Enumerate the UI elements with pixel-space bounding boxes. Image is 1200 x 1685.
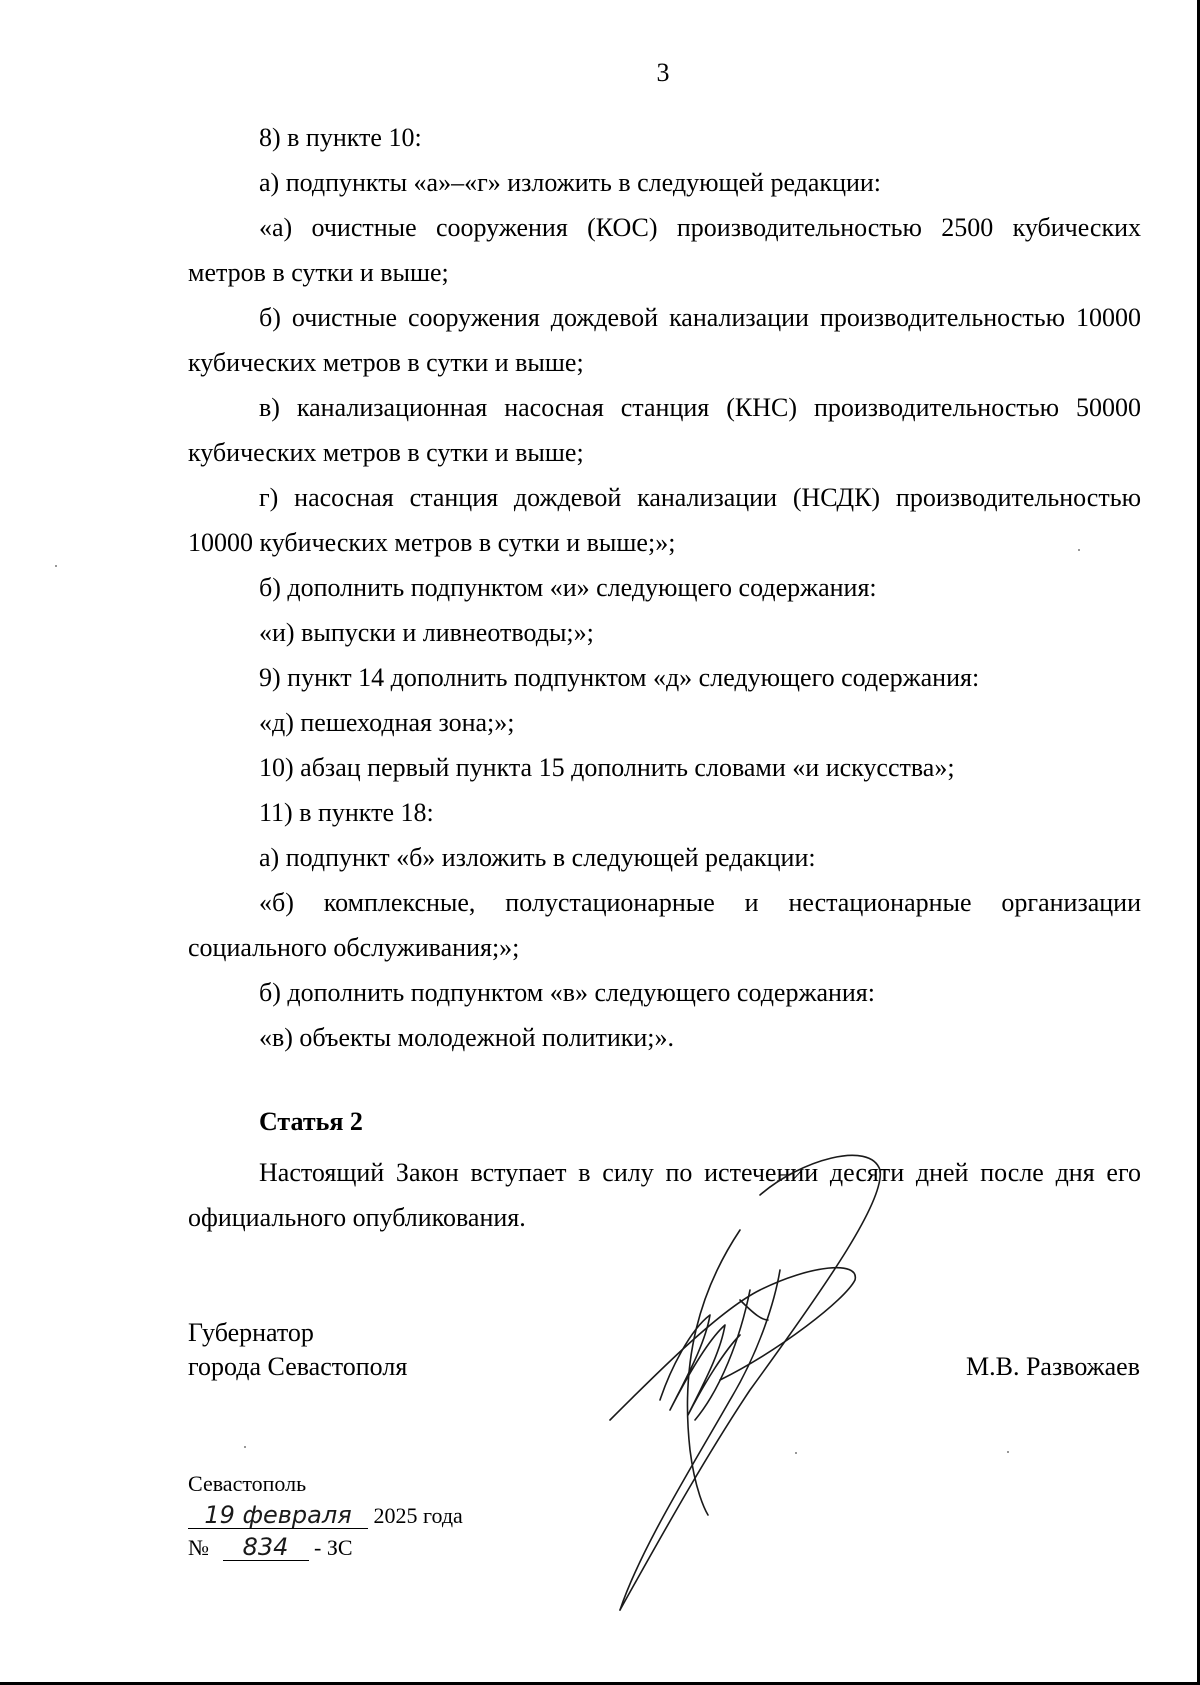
footer-city: Севастополь bbox=[188, 1471, 307, 1496]
amendment-paragraph: 8) в пункте 10: bbox=[259, 123, 422, 152]
amendment-paragraph: б) дополнить подпунктом «в» следующего содержания: bbox=[259, 978, 875, 1007]
amendment-paragraph: б) дополнить подпунктом «и» следующего содержания: bbox=[259, 573, 877, 602]
footer-number-row bbox=[188, 1532, 463, 1564]
amendment-paragraph: а) подпункты «а»–«г» изложить в следующей редакции: bbox=[259, 168, 882, 197]
footer-date-row bbox=[188, 1500, 463, 1532]
amendment-paragraph: «д) пешеходная зона;»; bbox=[259, 708, 515, 737]
signatory-title-line: Губернатор bbox=[188, 1318, 314, 1347]
article-heading: Статья 2 bbox=[259, 1107, 363, 1136]
signatory-title-line: города Севастополя bbox=[188, 1352, 408, 1381]
scan-speck bbox=[55, 565, 57, 567]
amendment-paragraph: «а) очистные сооружения (КОС) производительностью 2500 кубических метров в сутки и выше; bbox=[188, 213, 1141, 287]
scan-speck bbox=[1078, 549, 1080, 551]
scan-speck bbox=[1007, 1451, 1009, 1453]
footer-number-prefix: № bbox=[188, 1535, 209, 1560]
signature-image bbox=[600, 1120, 940, 1630]
handwritten-date: 19 февраля bbox=[188, 1502, 368, 1529]
signatory-title bbox=[188, 1316, 407, 1384]
scan-speck bbox=[795, 1452, 797, 1454]
amendment-paragraph: «в) объекты молодежной политики;». bbox=[259, 1023, 675, 1052]
amendment-paragraph: г) насосная станция дождевой канализации (НСДК) производительностью 10000 кубических метров в сутки и выше;»; bbox=[188, 483, 1141, 557]
amendment-paragraph: б) очистные сооружения дождевой канализации производительностью 10000 кубических метров в сутки и выше; bbox=[188, 303, 1141, 377]
signatory-name: М.В. Развожаев bbox=[965, 1352, 1140, 1381]
amendment-paragraph: в) канализационная насосная станция (КНС) производительностью 50000 кубических метров в сутки и выше; bbox=[188, 393, 1141, 467]
amendment-paragraph: «б) комплексные, полустационарные и нестационарные организации социального обслуживания;»; bbox=[188, 888, 1141, 962]
handwritten-number: 834 bbox=[223, 1534, 309, 1561]
article-paragraph: Настоящий Закон вступает в силу по истечении десяти дней после дня его официального опубликования. bbox=[188, 1158, 1141, 1232]
amendment-paragraph: а) подпункт «б» изложить в следующей редакции: bbox=[259, 843, 816, 872]
amendment-list bbox=[188, 115, 1141, 1060]
footer-number-suffix: - ЗС bbox=[314, 1535, 353, 1560]
page-number: 3 bbox=[656, 58, 670, 87]
scan-speck bbox=[244, 1446, 246, 1448]
amendment-paragraph: 9) пункт 14 дополнить подпунктом «д» следующего содержания: bbox=[259, 663, 980, 692]
footer-year: 2025 года bbox=[373, 1503, 463, 1528]
document-footer bbox=[188, 1468, 463, 1564]
amendment-paragraph: 11) в пункте 18: bbox=[259, 798, 434, 827]
amendment-paragraph: 10) абзац первый пункта 15 дополнить словами «и искусства»; bbox=[259, 753, 955, 782]
amendment-paragraph: «и) выпуски и ливнеотводы;»; bbox=[259, 618, 594, 647]
